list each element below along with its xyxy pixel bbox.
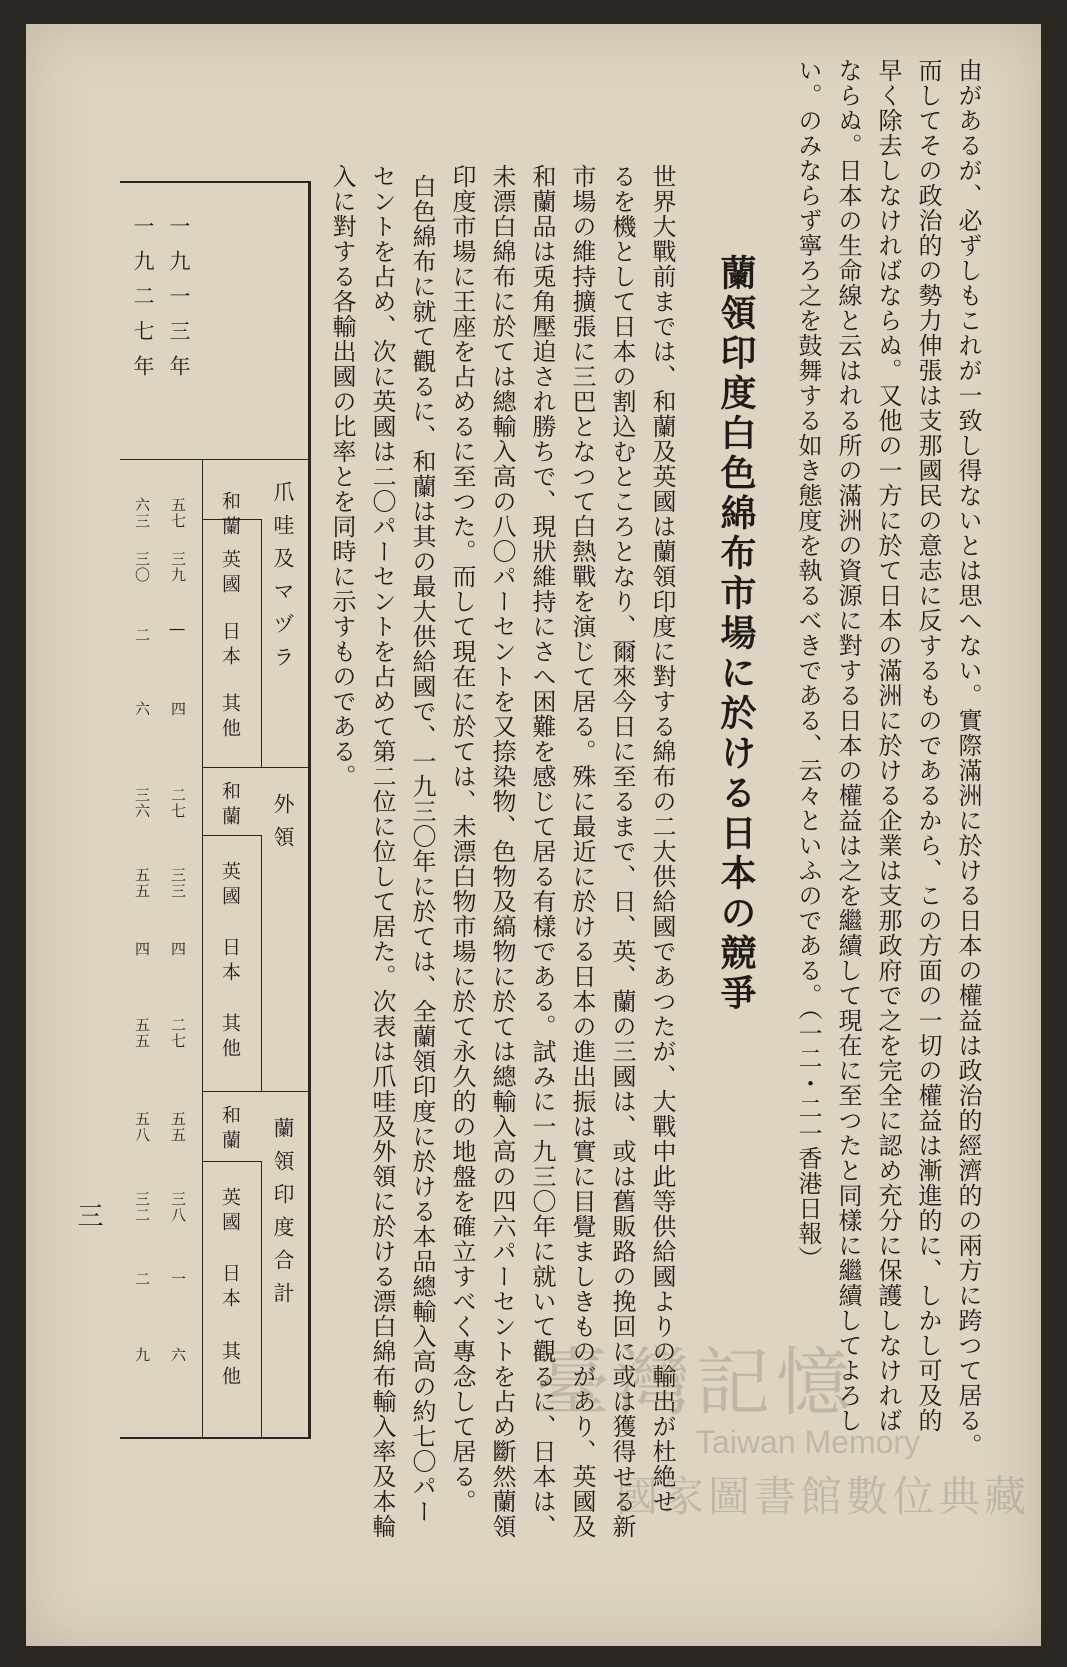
import-ratio-table [120,181,310,1439]
sub-japan: 日本 [219,1263,241,1313]
cell: 五七 [169,497,187,529]
cell: 五五 [169,1111,187,1143]
cell: 九 [133,1347,151,1363]
cell: 五五 [133,1017,151,1049]
cell: 六 [169,1347,187,1363]
watermark-chinese: 國家圖書館數位典藏 [616,1472,1031,1521]
cell: 三〇 [133,551,151,583]
group-java-madura: 爪哇及マヅラ [271,481,295,679]
cell: 三六 [133,787,151,819]
cell: 六三 [133,497,151,529]
cell: 二 [133,627,151,643]
group-ni-total: 蘭領印度合計 [271,1117,295,1315]
body-line-8: セントを占め、次に英國は二〇パーセントを占めて第二位に位して居た。次表は爪哇及外領に於ける漂白綿布輸入率及本輪 [368,164,396,1539]
body-line-5: 未漂白綿布に於ては總輸入高の八〇パーセントを又捺染物、色物及縞物に於ては總輸入高の四六パーセントを占め斷然蘭領 [488,164,516,1539]
sub-britain: 英國 [219,549,241,599]
intro-line-1: 由があるが、必ずしもこれが一致し得ないとは思へない。實際滿洲に於ける日本の權益は政治的經濟的の兩方に跨つて居る。 [954,58,982,1458]
sub-britain: 英國 [219,1187,241,1237]
cell: 四 [169,701,187,717]
body-line-4: 和蘭品は兎角壓迫され勝ちで、現狀維持にさへ困難を感じて居る有樣である。試みに一九三〇年に就いて觀るに、日本は、 [528,164,556,1539]
sub-netherlands: 和蘭 [219,1105,241,1155]
sub-britain: 英國 [219,861,241,911]
cell: 二七 [169,787,187,819]
intro-line-4: ならぬ。日本の生命線と云はれる所の滿洲の資源に對する日本の權益は之を繼續して現在に至つたと同樣に繼續してよろし [834,58,862,1433]
body-line-7: 白色綿布に就て觀るに、和蘭は其の最大供給國で、一九三〇年に於ては、全蘭領印度に於ける本品總輸入高の約七〇パー [408,174,436,1524]
body-line-9: 入に對する各輸出國の比率とを同時に示すものである。 [328,164,356,789]
page-number: 三 [73,1202,103,1228]
cell: 二七 [169,1017,187,1049]
cell: 三三 [169,867,187,899]
cell: 六 [133,701,151,717]
watermark-logo: 臺灣記憶 [536,1340,856,1426]
group-outer-regions: 外領 [271,793,295,859]
sub-netherlands: 和蘭 [219,491,241,541]
cell: 二 [133,1271,151,1287]
section-heading: 蘭領印度白色綿布市場に於ける日本の競爭 [715,254,757,1014]
cell: 四 [133,941,151,957]
sub-japan: 日本 [219,937,241,987]
cell: 四 [169,941,187,957]
sub-netherlands: 和蘭 [219,781,241,831]
cell: 一 [169,1271,187,1287]
cell: 三九 [169,551,187,583]
sub-japan: 日本 [219,621,241,671]
body-line-2: るを機として日本の割込むところとなり、爾來今日に至るまで、日、英、蘭の三國は、或は舊販路の挽回に或は獲得せる新 [608,164,636,1539]
sub-other: 其他 [219,693,241,743]
sub-other: 其他 [219,1013,241,1063]
body-line-3: 市場の維持擴張に三巴となつて白熱戰を演じて居る。殊に最近に於ける日本の進出振は實に目覺ましきものがあり、英國及 [568,164,596,1539]
intro-line-3: 早く除去しなければならぬ。又他の一方に於て日本の滿洲に於ける企業は支那政府で之を完全に認め充分に保護しなければ [874,58,902,1433]
sub-other: 其他 [219,1341,241,1391]
cell: 三二 [133,1191,151,1223]
year-1927: 一九二七年 [131,215,155,390]
intro-line-2: 而してその政治的の勢力伸張は支那國民の意志に反するものであるから、この方面の一切の權益は漸進的に、しかし可及的 [914,58,942,1433]
intro-line-5: い。のみならず寧ろ之を鼓舞する如き態度を執るべきである、云々といふのである。（一二・二一香港日報） [794,58,822,1271]
body-line-1: 世界大戰前までは、和蘭及英國は蘭領印度に對する綿布の二大供給國であつたが、大戰中此等供給國よりの輸出が杜絶せ [648,164,676,1514]
watermark-english: Taiwan Memory [696,1424,921,1460]
body-line-6: 印度市場に王座を占めるに至つた。而して現在に於ては、未漂白物市場に於て永久的の地盤を確立すべく專念して居る。 [448,164,476,1514]
cell: 五五 [133,867,151,899]
document-page [26,24,1041,1646]
cell: 五八 [133,1111,151,1143]
cell: | [169,627,187,634]
year-1913: 一九一三年 [167,215,191,390]
cell: 三八 [169,1191,187,1223]
